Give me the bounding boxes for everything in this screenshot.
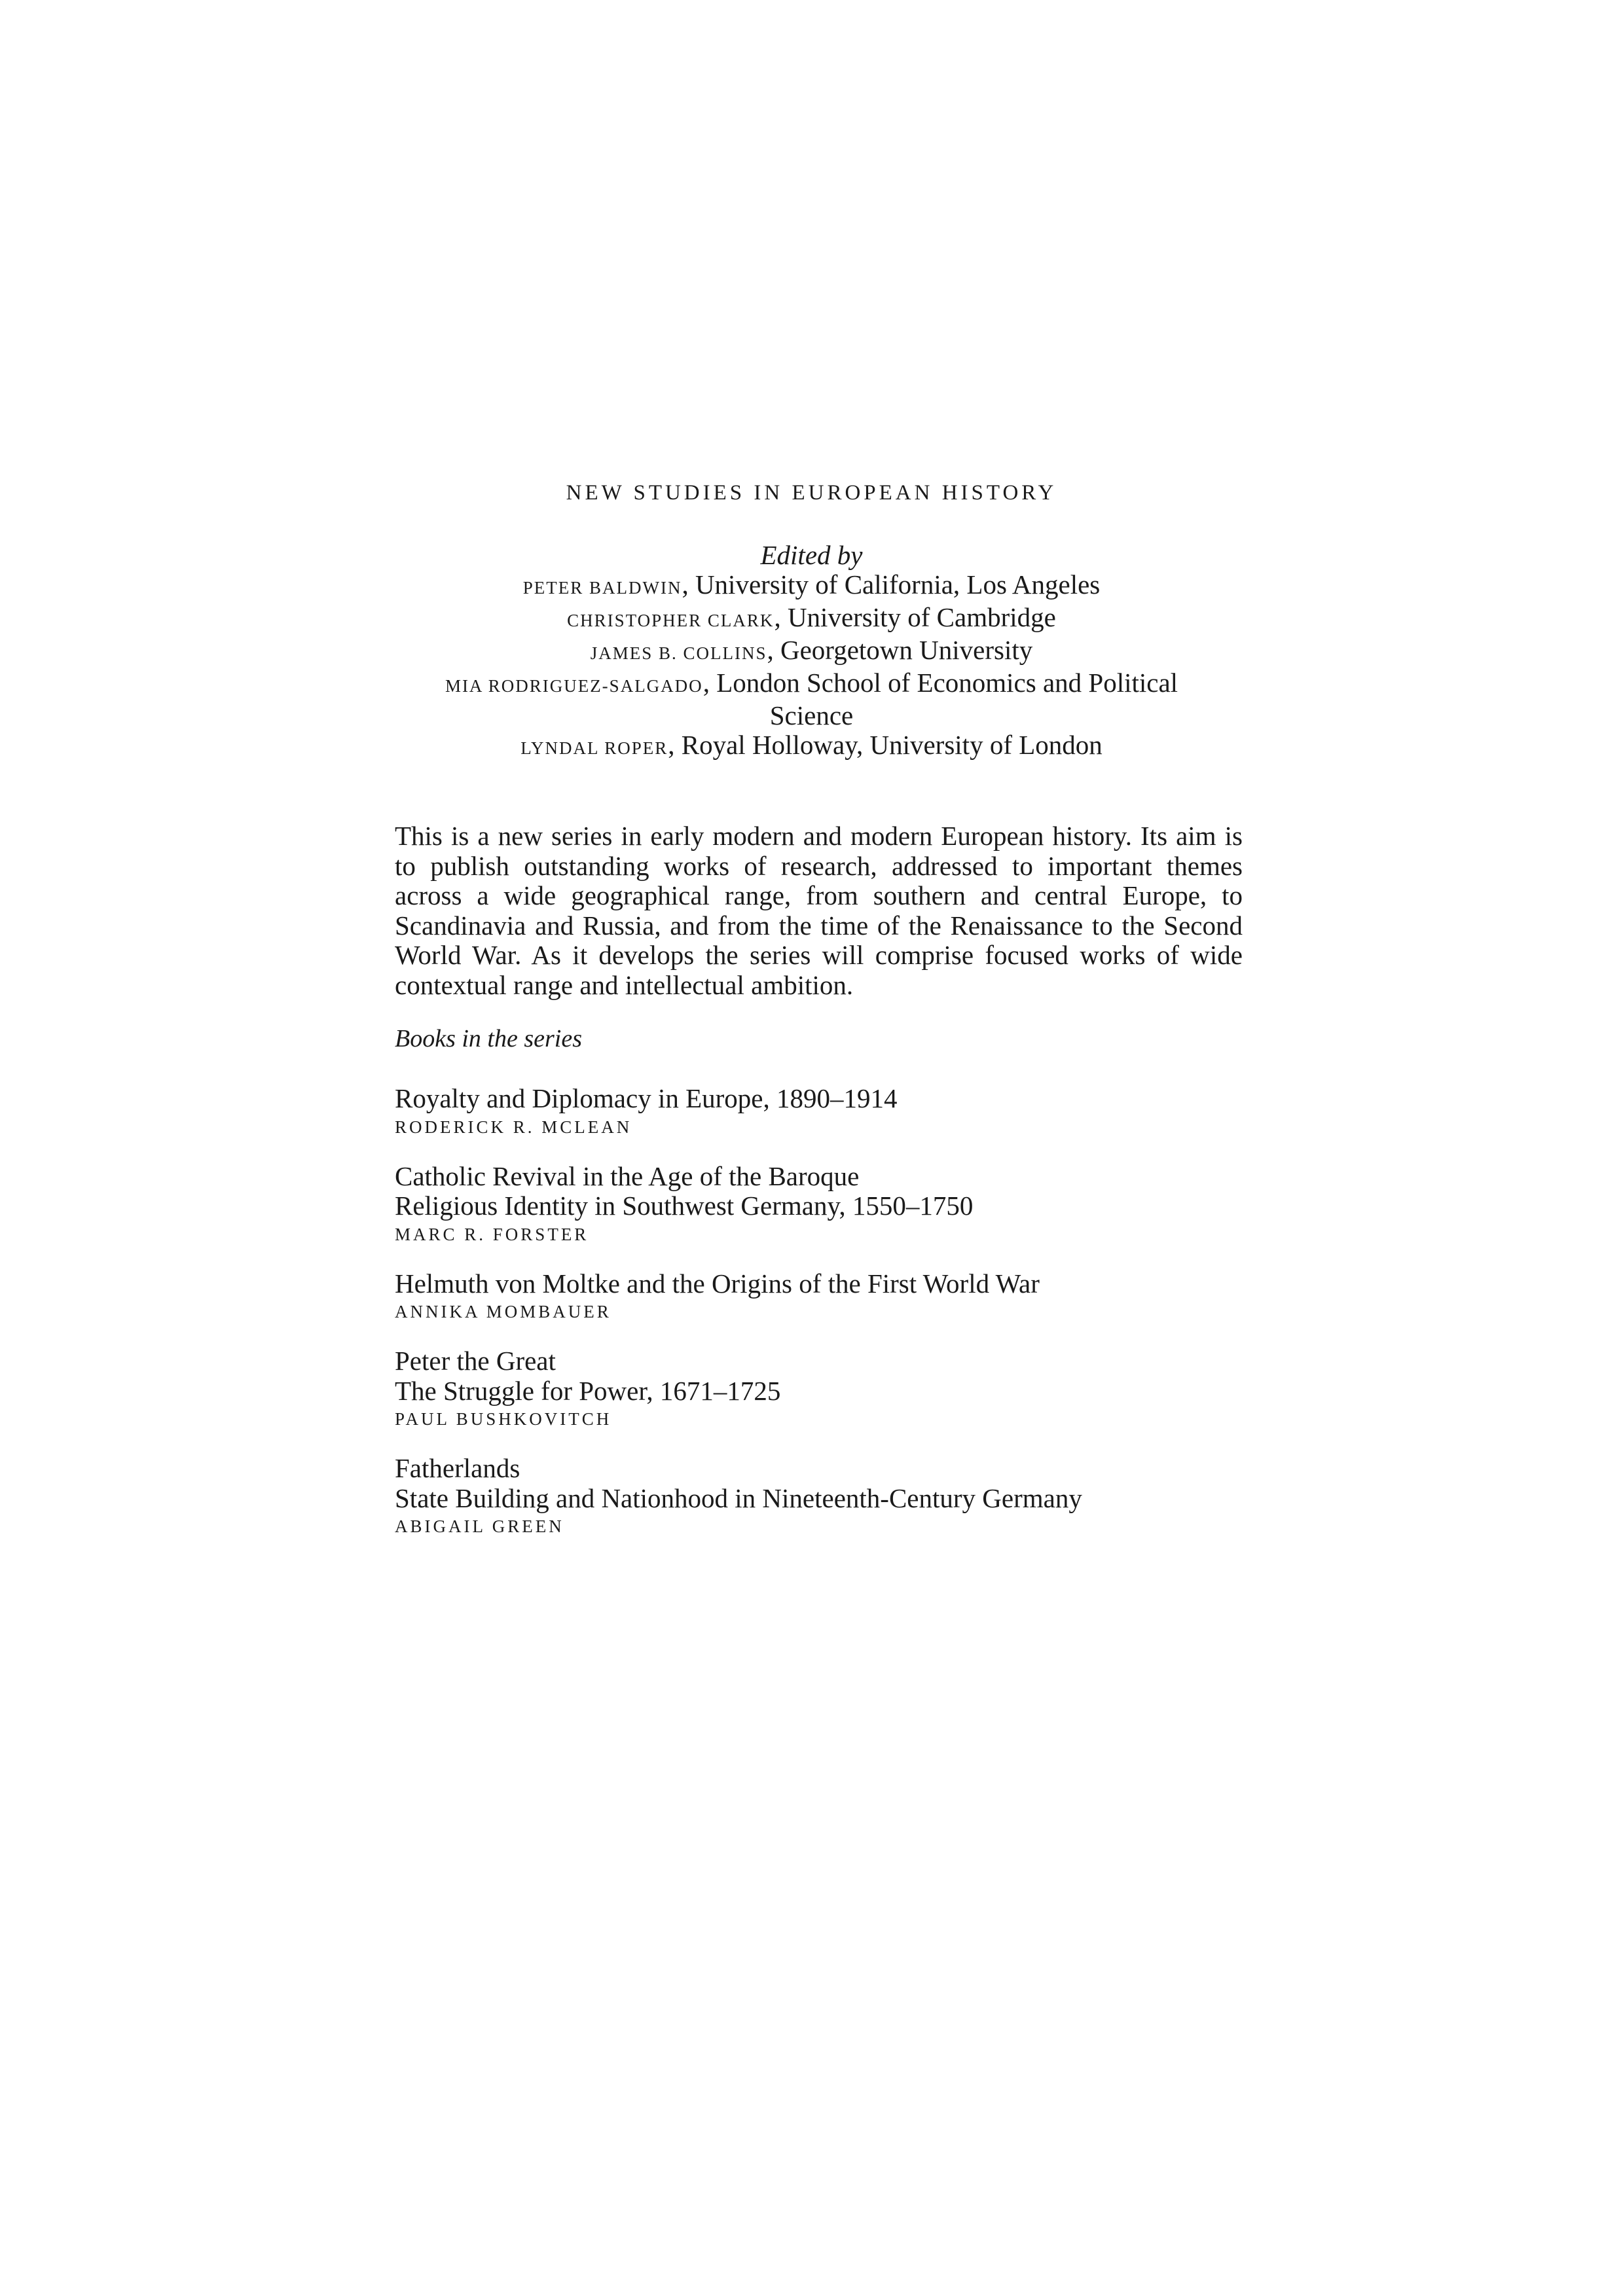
book-subtitle: The Struggle for Power, 1671–1725: [395, 1375, 781, 1406]
editor-affiliation: , London School of Economics and Political: [702, 668, 1178, 698]
editor-affiliation: , Royal Holloway, University of London: [668, 730, 1103, 760]
editor-line: [0, 668, 1623, 701]
editor-line: [0, 730, 1623, 763]
editor-line: [0, 636, 1623, 668]
editor-name: LYNDAL ROPER: [520, 738, 668, 758]
books-list: [395, 1084, 1311, 1561]
editor-line: [0, 570, 1623, 603]
book-title: Fatherlands: [395, 1453, 520, 1483]
book-author: ABIGAIL GREEN: [395, 1516, 564, 1536]
book-entry: [395, 1269, 1311, 1325]
series-title: NEW STUDIES IN EUROPEAN HISTORY: [566, 481, 1057, 505]
book-title: Peter the Great: [395, 1346, 556, 1376]
book-entry: [395, 1162, 1311, 1247]
editor-line-continuation: [0, 701, 1623, 730]
editor-line: [0, 603, 1623, 636]
book-title: Helmuth von Moltke and the Origins of the First World War: [395, 1268, 1040, 1299]
book-title: Royalty and Diplomacy in Europe, 1890–1914: [395, 1083, 898, 1113]
book-author: MARC R. FORSTER: [395, 1224, 589, 1244]
book-entry: [395, 1454, 1311, 1539]
editors-block: [0, 541, 1623, 763]
editor-name: JAMES B. COLLINS: [590, 643, 767, 663]
edited-by-label: Edited by: [760, 540, 863, 570]
book-subtitle: State Building and Nationhood in Nineteenth-Century Germany: [395, 1482, 1082, 1513]
editor-affiliation: Science: [769, 700, 854, 730]
editor-name: PETER BALDWIN: [522, 578, 682, 598]
editor-affiliation: , University of Cambridge: [774, 602, 1056, 632]
editor-affiliation: , Georgetown University: [767, 635, 1033, 665]
editor-name: CHRISTOPHER CLARK: [567, 611, 775, 630]
book-author: PAUL BUSHKOVITCH: [395, 1409, 612, 1429]
book-subtitle: Religious Identity in Southwest Germany, 1550–1750: [395, 1191, 974, 1221]
book-entry: [395, 1346, 1311, 1432]
book-title: Catholic Revival in the Age of the Baroque: [395, 1160, 860, 1191]
book-author: ANNIKA MOMBAUER: [395, 1302, 611, 1321]
books-heading: Books in the series: [395, 1025, 583, 1052]
book-author: RODERICK R. MCLEAN: [395, 1117, 632, 1137]
editor-name: MIA RODRIGUEZ-SALGADO: [445, 676, 703, 696]
editor-affiliation: , University of California, Los Angeles: [682, 569, 1101, 600]
series-description: This is a new series in early modern and modern European history. Its aim is to publish outstanding works of research, addressed to important themes across a wide geographical range, from southern and central Europe, to Scandinavia and Russia, and from the time of the Renaissance to the Second World War. As it develops the series will comprise focused works of wide contextual range and intellectual ambition.: [395, 821, 1243, 1000]
book-entry: [395, 1084, 1311, 1140]
